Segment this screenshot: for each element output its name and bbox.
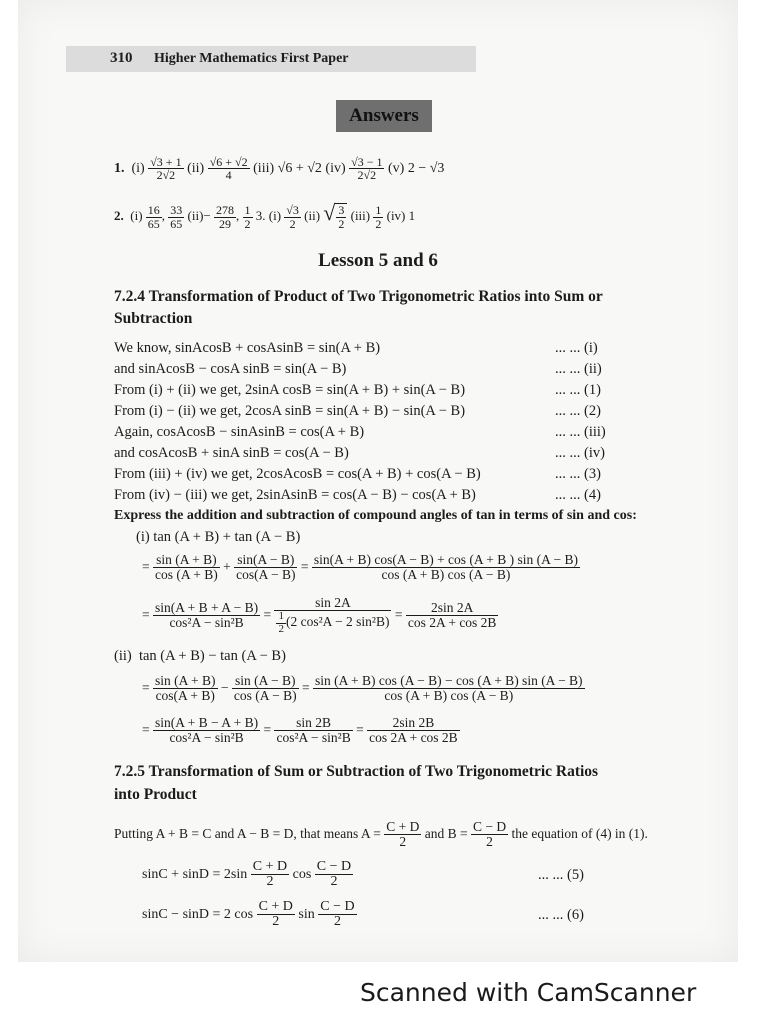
equation-fraction: $\frac{2\sin 2B}{\cos 2A + \cos 2B}$ — [369, 715, 458, 746]
identity-line: We know, sinAcosB + cosAsinB = sin(A + B) — [114, 340, 381, 356]
answer-fraction: $\frac{3}{2}$ — [338, 202, 345, 231]
section-725-title: 7.2.5 Transformation of Sum or Subtraction of Two Trigonometric Ratios into Product — [114, 763, 599, 803]
identity-line: From (iv) − (iii) we get, 2sinAsinB = cos(A − B) − cos(A + B) — [114, 487, 476, 503]
equation-fraction: $\frac{\sin(A + B) \cos(A - B) + \cos (A + B ) \sin (A - B)}{\cos (A + B) \cos (A - B)}$ — [313, 552, 579, 583]
equation-number: ... ... (i) — [555, 340, 598, 356]
book-title: Higher Mathematics First Paper — [154, 51, 349, 66]
lesson-title: Lesson 5 and 6 — [318, 250, 438, 271]
answer-fraction: $\frac{√6 + √2}{4}$ — [209, 154, 248, 183]
substitution-line: Putting A + B = C and A − B = D, that means A = $\frac{C + D}{2}$ and B = $\frac{C - D}{2}$ the equation of (4) in (1). — [114, 819, 648, 850]
equation-fraction: $\frac{\sin(A + B - A + B)}{\text{cos²A − sin²B}}$ — [155, 715, 259, 746]
page-number: 310 — [110, 50, 133, 66]
equation-fraction: $\frac{\sin (A - B)}{\cos (A - B)}$ — [233, 673, 297, 704]
identity-line: From (i) + (ii) we get, 2sinA cosB = sin(A + B) + sin(A − B) — [114, 382, 466, 398]
equation-5: sinC + sinD = 2sin $\frac{C + D}{2}$ cos $\frac{C - D}{2}$ — [142, 858, 352, 890]
scanned-page — [18, 0, 738, 962]
equation-fraction: $\frac{C - D}{2}$ — [472, 819, 507, 850]
equation-fraction: $\frac{C + D}{2}$ — [258, 898, 293, 930]
equation-fraction: $\frac{C + D}{2}$ — [252, 858, 288, 890]
equation-fraction: $\frac{C - D}{2}$ — [320, 898, 355, 930]
equation-number: ... ... (iv) — [555, 445, 605, 461]
answer-fraction: $\frac{√3 + 1}{2√2}$ — [150, 154, 182, 183]
equation-fraction: $\frac{\sin (A + B)}{\cos(A + B)}$ — [155, 673, 216, 704]
equation-fraction: $\frac{C - D}{2}$ — [316, 858, 352, 890]
answer-fraction: $\frac{1}{2}$ — [375, 202, 382, 231]
equation-fraction: $\frac{C + D}{2}$ — [386, 819, 420, 850]
section-724-title: 7.2.4 Transformation of Product of Two Trigonometric Ratios into Sum or Subtraction — [114, 288, 603, 327]
part-ii-row2: = $\frac{\sin(A + B - A + B)}{\text{cos²A − sin²B}}$ = $\frac{\sin 2B}{\text{cos²A − sin²B}}$ = $\frac{2\sin 2B}{\cos 2A + \cos 2B}$ — [142, 715, 458, 746]
answer-2-row: 2. (i) $\frac{16}{65}$ , $\frac{33}{65}$ (ii)− $\frac{278}{29}$ , $\frac{1}{2}$ 3. (i) $\frac{√3}{2}$ (ii) √ $\frac{3}{2}$ (iii) $\frac{1}{2}$ (iv) 1 — [114, 200, 416, 231]
answer-fraction: $\frac{33}{65}$ — [170, 202, 183, 231]
part-i-header: (i) tan (A + B) + tan (A − B) — [136, 529, 301, 545]
part-i-row2: = $\frac{\sin(A + B + A - B)}{\text{cos²A − sin²B}}$ = sin 2A $\frac{1}{2}$ (2 cos²A − 2 sin²B) = $\frac{2\sin 2A}{\cos 2A + \cos 2B}$ — [142, 595, 497, 635]
answer-fraction: $\frac{√3}{2}$ — [286, 202, 299, 231]
radical-sign: √ — [323, 200, 336, 225]
answer-fraction: $\frac{√3 - 1}{2√2}$ — [351, 154, 383, 183]
part-ii-header: (ii) tan (A + B) − tan (A − B) — [114, 648, 286, 664]
part-ii-row1: = $\frac{\sin (A + B)}{\cos(A + B)}$ − $\frac{\sin (A - B)}{\cos (A - B)}$ = $\frac{\sin (A + B) \cos (A - B) - \cos (A + B) \sin (A - B)}{\cos (A + B) \cos (A - B)}$ — [142, 673, 583, 704]
equation-number: ... ... (iii) — [555, 424, 606, 440]
equation-number: ... ... (5) — [538, 867, 584, 883]
identity-line: From (i) − (ii) we get, 2cosA sinB = sin(A + B) − sin(A − B) — [114, 403, 466, 419]
page-header — [66, 46, 476, 72]
equation-number: ... ... (2) — [555, 403, 601, 419]
equation-fraction: $\frac{2\sin 2A}{\cos 2A + \cos 2B}$ — [407, 600, 497, 631]
answer-fraction: $\frac{278}{29}$ — [216, 202, 235, 231]
express-heading: Express the addition and subtraction of compound angles of tan in terms of sin and cos: — [114, 508, 637, 523]
answer-fraction: $\frac{1}{2}$ — [244, 202, 251, 231]
scanner-watermark: Scanned with CamScanner — [360, 978, 697, 1007]
equation-number: ... ... (6) — [538, 907, 584, 923]
equation-fraction: $\frac{\sin(A + B + A - B)}{\text{cos²A − sin²B}}$ — [155, 600, 259, 631]
part-i-row1: = $\frac{\sin (A + B)}{\cos (A + B)}$ + $\frac{\sin(A - B)}{\cos(A - B)}$ = $\frac{\sin(A + B) \cos(A - B) + \cos (A + B ) \sin (A - B)}{\cos (A + B) \cos (A - B)}$ — [142, 552, 579, 583]
equation-fraction: sin 2A $\frac{1}{2}$ (2 cos²A − 2 sin²B) — [274, 596, 391, 635]
equation-number: ... ... (3) — [555, 466, 601, 482]
identity-line: and sinAcosB − cosA sinB = sin(A − B) — [114, 361, 347, 377]
equation-number: ... ... (ii) — [555, 361, 602, 377]
equation-fraction: $\frac{\sin 2B}{\text{cos²A − sin²B}}$ — [276, 715, 351, 746]
equation-number: ... ... (1) — [555, 382, 601, 398]
identity-line: and cosAcosB + sinA sinB = cos(A − B) — [114, 445, 349, 461]
answers-heading: Answers — [336, 100, 432, 132]
equation-6: sinC − sinD = 2 cos $\frac{C + D}{2}$ sin $\frac{C - D}{2}$ — [142, 898, 355, 930]
equation-fraction: $\frac{\sin (A + B)}{\cos (A + B)}$ — [155, 552, 218, 583]
answer-1-row: 1. (i) $\frac{√3 + 1}{2√2}$ (ii) $\frac{√6 + √2}{4}$ (iii) √6 + √2 (iv) $\frac{√3 - 1}{2√2}$ (v) 2 − √3 — [114, 154, 445, 183]
equation-fraction: $\frac{\sin(A - B)}{\cos(A - B)}$ — [236, 552, 296, 583]
equation-number: ... ... (4) — [555, 487, 601, 503]
identity-line: Again, cosAcosB − sinAsinB = cos(A + B) — [114, 424, 365, 440]
equation-fraction: $\frac{\sin (A + B) \cos (A - B) - \cos (A + B) \sin (A - B)}{\cos (A + B) \cos (A - B)}$ — [314, 673, 583, 704]
answer-fraction: $\frac{16}{65}$ — [147, 202, 160, 231]
identity-line: From (iii) + (iv) we get, 2cosAcosB = cos(A + B) + cos(A − B) — [114, 466, 481, 482]
